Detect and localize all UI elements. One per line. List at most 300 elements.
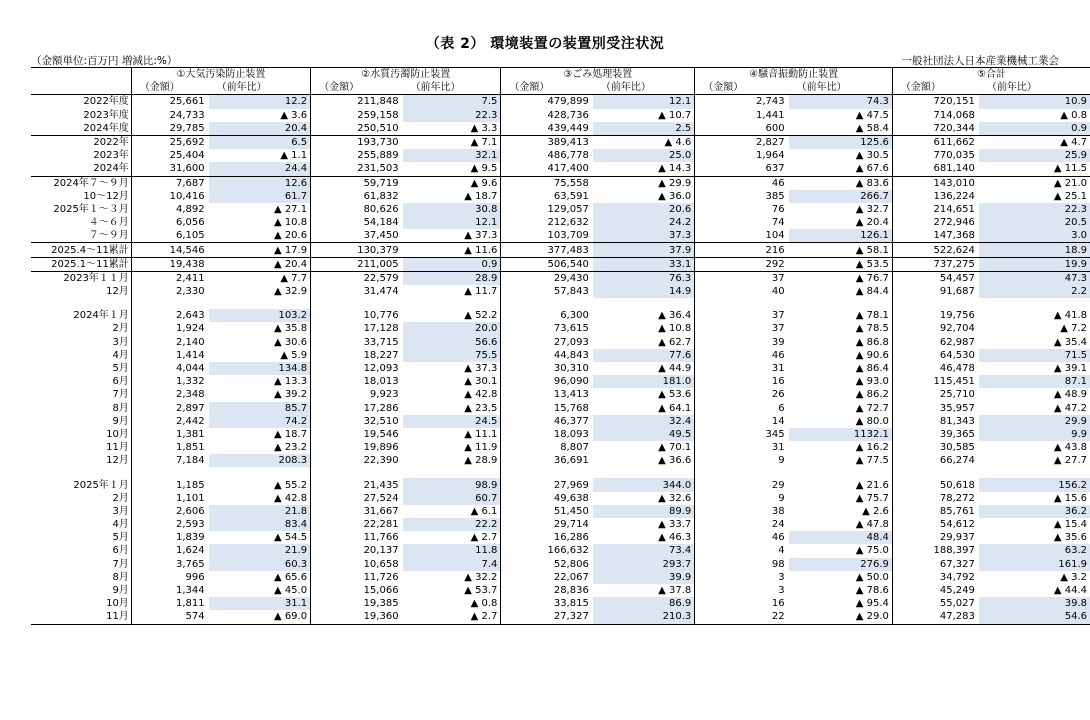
amount-cell: 7,687 <box>131 176 208 190</box>
amount-cell: 81,343 <box>892 415 978 428</box>
ratio-cell-decrease: ▲ 15.6 <box>1053 492 1087 504</box>
row-label: 2023年１１月 <box>63 272 129 284</box>
amount-cell: 506,540 <box>501 257 593 271</box>
ratio-cell-decrease: ▲ 15.4 <box>1053 519 1087 531</box>
amount-cell: 46,478 <box>892 362 978 375</box>
amount-cell: 24,733 <box>131 109 208 122</box>
ratio-cell-decrease: ▲ 11.1 <box>464 428 498 440</box>
ratio-cell-increase: 161.9 <box>979 558 1090 571</box>
ratio-cell-decrease: ▲ 10.8 <box>273 217 308 229</box>
amount-cell: 737,275 <box>892 257 978 271</box>
row-label: 2022年 <box>93 137 129 149</box>
ratio-cell-decrease: ▲ 75.0 <box>855 545 889 557</box>
table-row <box>31 558 1090 571</box>
amount-cell: 611,662 <box>892 135 978 149</box>
amount-cell: 2,411 <box>131 271 208 285</box>
amount-cell: 292 <box>695 257 789 271</box>
amount-cell: 27,969 <box>501 478 593 491</box>
ratio-cell-decrease: ▲ 47.8 <box>855 519 889 531</box>
ratio-cell-decrease: ▲ 33.7 <box>658 519 692 531</box>
amount-cell: 46,377 <box>501 415 593 428</box>
ratio-cell-increase: 48.4 <box>789 531 893 544</box>
row-label: 10月 <box>106 598 129 610</box>
ratio-cell-increase: 266.7 <box>789 190 893 203</box>
amount-cell: 14,546 <box>131 243 208 257</box>
spacer-cell <box>403 298 501 309</box>
row-label: 8月 <box>112 402 129 414</box>
ratio-cell-decrease: ▲ 10.8 <box>658 323 692 335</box>
amount-cell: 720,151 <box>892 95 978 109</box>
ratio-cell-decrease: ▲ 7.1 <box>470 137 498 149</box>
row-label: 5月 <box>112 363 129 375</box>
ratio-cell-decrease: ▲ 29.0 <box>789 610 893 624</box>
ratio-header: （前年比） <box>593 81 695 95</box>
amount-cell: 6 <box>695 402 789 415</box>
amount-cell: 19,385 <box>311 597 403 610</box>
ratio-cell-increase: 20.0 <box>403 322 501 335</box>
ratio-cell-decrease: ▲ 45.0 <box>273 585 308 597</box>
ratio-cell-decrease: ▲ 11.5 <box>979 162 1090 176</box>
column-header-waste-treatment: ③ごみ処理装置 <box>501 68 695 82</box>
amount-cell: 49,638 <box>501 492 593 505</box>
ratio-cell-decrease: ▲ 10.7 <box>658 109 692 121</box>
table-row <box>31 309 1090 322</box>
ratio-cell-increase: 12.2 <box>209 95 311 109</box>
table-row <box>31 610 1090 624</box>
amount-cell: 29,785 <box>131 122 208 136</box>
ratio-cell-decrease: ▲ 48.9 <box>1053 389 1087 401</box>
amount-cell: 1,381 <box>131 428 208 441</box>
ratio-cell-decrease: ▲ 47.2 <box>1053 402 1087 414</box>
amount-cell: 1,441 <box>695 109 789 122</box>
amount-cell: 136,224 <box>892 190 978 203</box>
ratio-cell-increase: 37.3 <box>593 229 695 243</box>
spacer-cell <box>695 467 789 478</box>
amount-cell: 6,105 <box>131 229 208 243</box>
row-label: 8月 <box>112 571 129 583</box>
ratio-cell-decrease: ▲ 4.7 <box>1060 137 1087 149</box>
ratio-cell-decrease: ▲ 78.1 <box>855 310 889 322</box>
amount-cell: 16 <box>695 375 789 388</box>
row-label: 2025年１月 <box>73 479 129 491</box>
amount-cell: 75,558 <box>501 176 593 190</box>
amount-cell: 4 <box>695 544 789 557</box>
ratio-cell-increase: 24.5 <box>403 415 501 428</box>
row-label: 6月 <box>112 545 129 557</box>
ratio-cell-increase: 63.2 <box>979 544 1090 557</box>
row-label: 2025年１～３月 <box>53 203 129 215</box>
amount-cell: 85,761 <box>892 505 978 518</box>
table-row <box>31 216 1090 229</box>
amount-cell: 166,632 <box>501 544 593 557</box>
amount-cell: 1,624 <box>131 544 208 557</box>
amount-cell: 211,005 <box>311 257 403 271</box>
ratio-cell-increase: 210.3 <box>593 610 695 624</box>
ratio-cell-decrease: ▲ 20.4 <box>855 217 889 229</box>
amount-cell: 25,692 <box>131 135 208 149</box>
ratio-cell-decrease: ▲ 58.1 <box>789 243 893 257</box>
ratio-cell-increase: 21.9 <box>209 544 311 557</box>
ratio-cell-decrease: ▲ 36.6 <box>658 455 692 467</box>
table-row <box>31 544 1090 557</box>
row-label: 9月 <box>112 415 129 427</box>
ratio-cell-decrease: ▲ 93.0 <box>855 376 889 388</box>
ratio-cell-decrease: ▲ 80.0 <box>855 415 889 427</box>
ratio-cell-decrease: ▲ 27.7 <box>1053 455 1087 467</box>
ratio-cell-decrease: ▲ 30.5 <box>855 150 889 162</box>
ratio-cell-increase: 74.3 <box>789 95 893 109</box>
ratio-cell-increase: 18.9 <box>979 243 1090 257</box>
amount-cell: 1,344 <box>131 584 208 597</box>
ratio-cell-decrease: ▲ 0.8 <box>470 598 498 610</box>
spacer-cell <box>593 467 695 478</box>
table-row <box>31 531 1090 544</box>
ratio-cell-decrease: ▲ 47.5 <box>855 109 889 121</box>
ratio-cell-decrease: ▲ 35.6 <box>1053 532 1087 544</box>
spacer-cell <box>131 298 208 309</box>
ratio-cell-increase: 0.9 <box>979 122 1090 136</box>
ratio-cell-increase: 103.2 <box>209 309 311 322</box>
amount-cell: 15,768 <box>501 402 593 415</box>
spacer-cell <box>131 467 208 478</box>
ratio-cell-increase: 22.3 <box>403 109 501 122</box>
row-label: 4月 <box>112 519 129 531</box>
ratio-cell-decrease: ▲ 44.9 <box>658 363 692 375</box>
ratio-cell-decrease: ▲ 65.6 <box>273 571 308 583</box>
ratio-header: （前年比） <box>979 81 1090 95</box>
amount-cell: 2,643 <box>131 309 208 322</box>
table-row <box>31 454 1090 467</box>
ratio-header: （前年比） <box>403 81 501 95</box>
ratio-cell-increase: 20.4 <box>209 122 311 136</box>
ratio-cell-decrease: ▲ 25.1 <box>1053 190 1087 202</box>
ratio-cell-increase: 7.5 <box>403 95 501 109</box>
amount-cell: 78,272 <box>892 492 978 505</box>
ratio-cell-decrease: ▲ 72.7 <box>855 402 889 414</box>
ratio-cell-decrease: ▲ 69.0 <box>209 610 311 624</box>
table-row <box>31 190 1090 203</box>
ratio-cell-increase: 71.5 <box>979 349 1090 362</box>
table-row <box>31 322 1090 335</box>
amount-cell: 996 <box>131 571 208 584</box>
amount-cell: 46 <box>695 176 789 190</box>
amount-cell: 37 <box>695 322 789 335</box>
amount-cell: 19,438 <box>131 257 208 271</box>
ratio-cell-increase: 29.9 <box>979 415 1090 428</box>
ratio-cell-increase: 77.6 <box>593 349 695 362</box>
table-row <box>31 492 1090 505</box>
ratio-cell-decrease: ▲ 23.5 <box>464 402 498 414</box>
table-row <box>31 176 1090 190</box>
row-label: 2023年度 <box>83 109 129 121</box>
ratio-cell-increase: 344.0 <box>593 478 695 491</box>
ratio-cell-increase: 73.4 <box>593 544 695 557</box>
ratio-cell-decrease: ▲ 90.6 <box>855 349 889 361</box>
table-row <box>31 257 1090 271</box>
amount-cell: 21,435 <box>311 478 403 491</box>
ratio-cell-decrease: ▲ 6.1 <box>470 505 498 517</box>
amount-cell: 37,450 <box>311 229 403 243</box>
amount-cell: 2,442 <box>131 415 208 428</box>
table-row <box>31 375 1090 388</box>
amount-cell: 59,719 <box>311 176 403 190</box>
ratio-cell-increase: 24.2 <box>593 216 695 229</box>
table-row <box>31 402 1090 415</box>
spacer-cell <box>31 467 131 478</box>
ratio-cell-increase: 39.8 <box>979 597 1090 610</box>
amount-cell: 39,365 <box>892 428 978 441</box>
row-label: 12月 <box>106 455 129 467</box>
amount-cell: 10,658 <box>311 558 403 571</box>
amount-cell: 76 <box>695 203 789 216</box>
ratio-cell-increase: 12.1 <box>403 216 501 229</box>
ratio-cell-increase: 126.1 <box>789 229 893 243</box>
ratio-cell-decrease: ▲ 21.6 <box>855 479 889 491</box>
amount-cell: 6,056 <box>131 216 208 229</box>
ratio-cell-increase: 0.9 <box>403 257 501 271</box>
amount-cell: 193,730 <box>311 135 403 149</box>
amount-cell: 22 <box>695 610 789 624</box>
amount-cell: 18,093 <box>501 428 593 441</box>
ratio-cell-decrease: ▲ 46.3 <box>658 532 692 544</box>
amount-cell: 10,776 <box>311 309 403 322</box>
ratio-cell-increase: 25.9 <box>979 149 1090 162</box>
ratio-cell-decrease: ▲ 23.2 <box>273 442 308 454</box>
ratio-cell-decrease: ▲ 3.2 <box>1060 571 1087 583</box>
publisher-name: 一般社団法人日本産業機械工業会 <box>901 55 1059 67</box>
spacer-cell <box>979 298 1090 309</box>
amount-cell: 15,066 <box>311 584 403 597</box>
amount-cell: 13,413 <box>501 388 593 401</box>
amount-cell: 574 <box>131 610 208 624</box>
ratio-cell-decrease: ▲ 42.8 <box>464 389 498 401</box>
amount-cell: 25,404 <box>131 149 208 162</box>
ratio-cell-increase: 2.5 <box>593 122 695 136</box>
ratio-cell-decrease: ▲ 7.2 <box>1060 323 1087 335</box>
amount-header: （金額） <box>892 81 978 95</box>
amount-cell: 12,093 <box>311 362 403 375</box>
row-label: 7月 <box>112 558 129 570</box>
ratio-cell-increase: 60.3 <box>209 558 311 571</box>
amount-cell: 17,128 <box>311 322 403 335</box>
amount-cell: 1,924 <box>131 322 208 335</box>
ratio-cell-decrease: ▲ 53.7 <box>464 585 498 597</box>
ratio-cell-increase: 54.6 <box>979 610 1090 624</box>
amount-cell: 770,035 <box>892 149 978 162</box>
table-row <box>31 388 1090 401</box>
row-label: 9月 <box>112 585 129 597</box>
spacer-cell <box>31 298 131 309</box>
amount-cell: 11,766 <box>311 531 403 544</box>
amount-cell: 19,360 <box>311 610 403 624</box>
column-header-air-pollution: ①大気汚染防止装置 <box>131 68 310 82</box>
ratio-cell-decrease: ▲ 77.5 <box>855 455 889 467</box>
table-row <box>31 428 1090 441</box>
ratio-cell-decrease: ▲ 29.9 <box>658 177 692 189</box>
amount-cell: 486,778 <box>501 149 593 162</box>
spacer-row <box>31 298 1090 309</box>
ratio-cell-increase: 9.9 <box>979 428 1090 441</box>
amount-cell: 188,397 <box>892 544 978 557</box>
amount-cell: 26 <box>695 388 789 401</box>
amount-cell: 44,843 <box>501 349 593 362</box>
ratio-cell-decrease: ▲ 39.2 <box>273 389 308 401</box>
ratio-cell-increase: 11.8 <box>403 544 501 557</box>
amount-cell: 720,344 <box>892 122 978 136</box>
amount-cell: 40 <box>695 285 789 298</box>
amount-cell: 22,281 <box>311 518 403 531</box>
ratio-cell-increase: 39.9 <box>593 571 695 584</box>
amount-cell: 385 <box>695 190 789 203</box>
ratio-cell-decrease: ▲ 1.1 <box>280 150 308 162</box>
ratio-cell-increase: 19.9 <box>979 257 1090 271</box>
amount-cell: 25,710 <box>892 388 978 401</box>
group-header-row <box>31 68 1090 82</box>
amount-cell: 377,483 <box>501 243 593 257</box>
ratio-cell-decrease: ▲ 4.6 <box>664 137 692 149</box>
amount-cell: 45,249 <box>892 584 978 597</box>
amount-cell: 62,987 <box>892 336 978 349</box>
column-header-total: ⑤合計 <box>892 68 1090 82</box>
ratio-cell-increase: 83.4 <box>209 518 311 531</box>
table-row <box>31 441 1090 454</box>
amount-cell: 51,450 <box>501 505 593 518</box>
amount-header: （金額） <box>311 81 403 95</box>
amount-cell: 29,430 <box>501 271 593 285</box>
row-label: 2023年 <box>93 150 129 162</box>
ratio-cell-increase: 3.0 <box>979 229 1090 243</box>
ratio-cell-decrease: ▲ 86.8 <box>855 336 889 348</box>
ratio-cell-increase: 208.3 <box>209 454 311 467</box>
table-row <box>31 122 1090 136</box>
ratio-cell-decrease: ▲ 11.9 <box>464 442 498 454</box>
spacer-cell <box>695 298 789 309</box>
row-label: 10月 <box>106 428 129 440</box>
table-row <box>31 95 1090 109</box>
amount-cell: 1,414 <box>131 349 208 362</box>
spacer-cell <box>979 467 1090 478</box>
ratio-cell-increase: 22.2 <box>403 518 501 531</box>
row-label: 7月 <box>112 389 129 401</box>
ratio-cell-increase: 125.6 <box>789 135 893 149</box>
amount-cell: 1,811 <box>131 597 208 610</box>
amount-cell: 9 <box>695 492 789 505</box>
spacer-cell <box>209 298 311 309</box>
ratio-cell-increase: 49.5 <box>593 428 695 441</box>
ratio-cell-decrease: ▲ 28.9 <box>464 455 498 467</box>
ratio-cell-increase: 28.9 <box>403 271 501 285</box>
amount-cell: 27,327 <box>501 610 593 624</box>
ratio-cell-decrease: ▲ 35.4 <box>1053 336 1087 348</box>
amount-cell: 1,185 <box>131 478 208 491</box>
ratio-cell-decrease: ▲ 78.5 <box>855 323 889 335</box>
ratio-cell-decrease: ▲ 42.8 <box>273 492 308 504</box>
ratio-cell-decrease: ▲ 14.3 <box>593 162 695 176</box>
amount-cell: 50,618 <box>892 478 978 491</box>
amount-cell: 73,615 <box>501 322 593 335</box>
ratio-cell-increase: 86.9 <box>593 597 695 610</box>
amount-cell: 6,300 <box>501 309 593 322</box>
ratio-cell-decrease: ▲ 53.6 <box>658 389 692 401</box>
ratio-cell-increase: 12.1 <box>593 95 695 109</box>
amount-cell: 18,013 <box>311 375 403 388</box>
ratio-cell-decrease: ▲ 36.4 <box>658 310 692 322</box>
amount-cell: 91,687 <box>892 285 978 298</box>
amount-cell: 31 <box>695 441 789 454</box>
amount-cell: 14 <box>695 415 789 428</box>
amount-cell: 2,593 <box>131 518 208 531</box>
spacer-cell <box>892 298 978 309</box>
amount-cell: 10,416 <box>131 190 208 203</box>
amount-cell: 19,546 <box>311 428 403 441</box>
ratio-cell-decrease: ▲ 20.4 <box>209 257 311 271</box>
ratio-cell-decrease: ▲ 2.7 <box>470 532 498 544</box>
amount-cell: 2,827 <box>695 135 789 149</box>
amount-cell: 47,283 <box>892 610 978 624</box>
ratio-cell-decrease: ▲ 76.7 <box>855 272 889 284</box>
ratio-cell-increase: 181.0 <box>593 375 695 388</box>
ratio-cell-decrease: ▲ 53.5 <box>789 257 893 271</box>
table-row <box>31 505 1090 518</box>
row-label: 11月 <box>106 442 129 454</box>
amount-cell: 255,889 <box>311 149 403 162</box>
amount-cell: 7,184 <box>131 454 208 467</box>
amount-cell: 92,704 <box>892 322 978 335</box>
ratio-cell-increase: 6.5 <box>209 135 311 149</box>
table-row <box>31 271 1090 285</box>
amount-cell: 29,714 <box>501 518 593 531</box>
spacer-cell <box>311 467 403 478</box>
amount-cell: 439,449 <box>501 122 593 136</box>
ratio-cell-increase: 32.4 <box>593 415 695 428</box>
row-label: 2022年度 <box>83 96 129 108</box>
ratio-cell-decrease: ▲ 52.2 <box>464 310 498 322</box>
amount-cell: 31,600 <box>131 162 208 176</box>
amount-cell: 681,140 <box>892 162 978 176</box>
row-label: 3月 <box>112 336 129 348</box>
row-label: 2024年７～９月 <box>53 177 129 189</box>
table-row <box>31 349 1090 362</box>
ratio-cell-increase: 24.4 <box>209 162 311 176</box>
amount-cell: 103,709 <box>501 229 593 243</box>
amount-cell: 2,743 <box>695 95 789 109</box>
ratio-cell-decrease: ▲ 32.7 <box>855 203 889 215</box>
row-label: 2025.1～11累計 <box>31 257 131 271</box>
amount-cell: 417,400 <box>501 162 593 176</box>
corner-cell <box>31 68 131 82</box>
ratio-cell-decrease: ▲ 9.6 <box>470 177 498 189</box>
amount-cell: 2,606 <box>131 505 208 518</box>
amount-cell: 479,899 <box>501 95 593 109</box>
spacer-cell <box>593 298 695 309</box>
amount-cell: 96,090 <box>501 375 593 388</box>
table-title: （表 2） 環境装置の装置別受注状況 <box>425 36 665 52</box>
amount-cell: 33,815 <box>501 597 593 610</box>
amount-cell: 115,451 <box>892 375 978 388</box>
amount-cell: 389,413 <box>501 135 593 149</box>
ratio-cell-increase: 85.7 <box>209 402 311 415</box>
amount-cell: 104 <box>695 229 789 243</box>
ratio-cell-decrease: ▲ 58.4 <box>789 122 893 136</box>
ratio-cell-decrease: ▲ 13.3 <box>273 376 308 388</box>
table-row <box>31 203 1090 216</box>
ratio-cell-decrease: ▲ 62.7 <box>658 336 692 348</box>
ratio-cell-increase: 47.3 <box>979 271 1090 285</box>
amount-cell: 22,390 <box>311 454 403 467</box>
ratio-cell-decrease: ▲ 11.6 <box>403 243 501 257</box>
amount-cell: 38 <box>695 505 789 518</box>
ratio-cell-decrease: ▲ 21.0 <box>1053 177 1087 189</box>
